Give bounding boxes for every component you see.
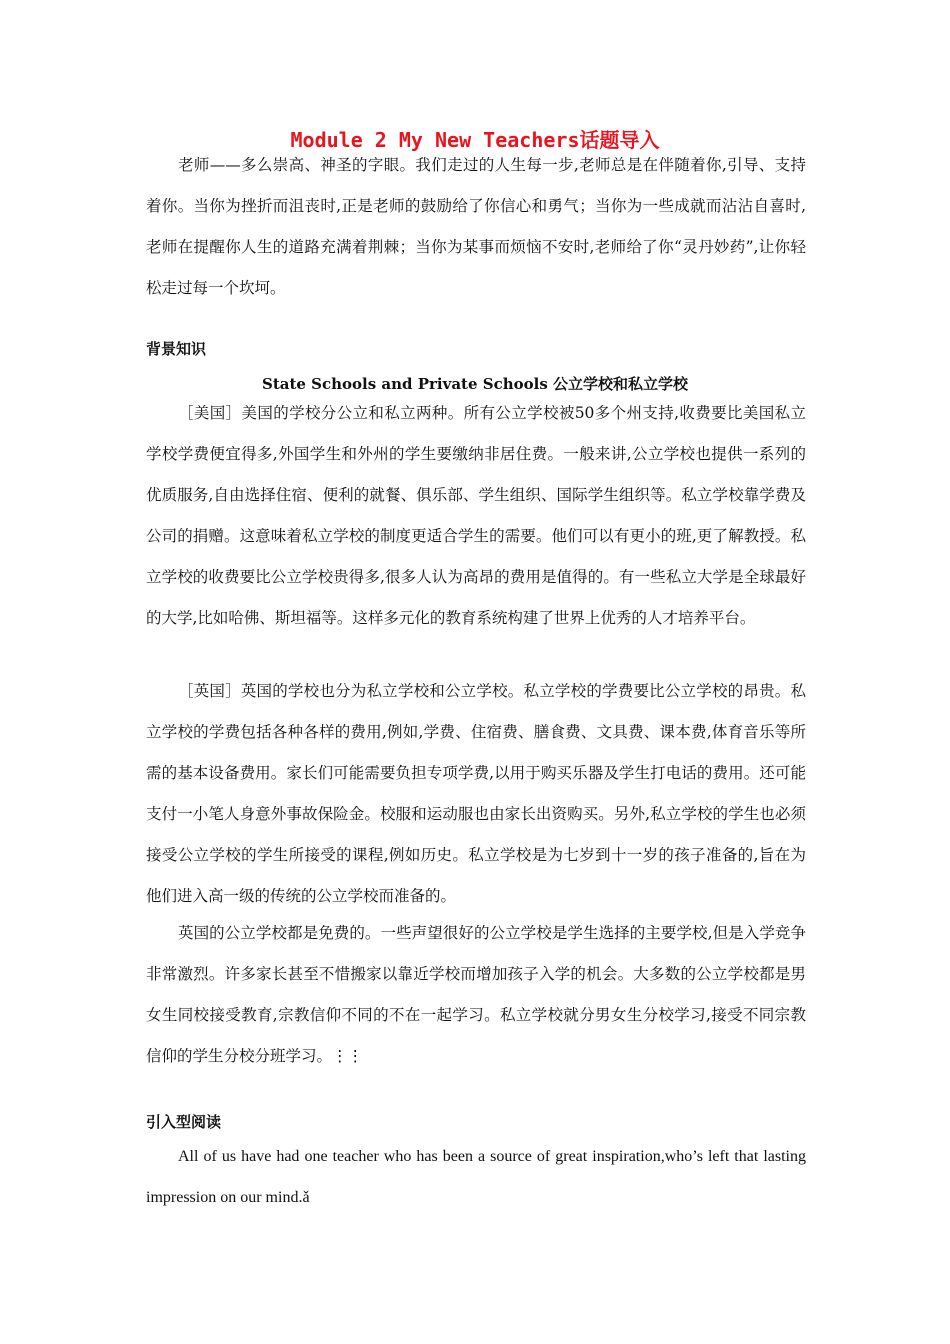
paragraph-uk-public: 英国的公立学校都是免费的。一些声望很好的公立学校是学生选择的主要学校,但是入学竞争非常激烈。许多家长甚至不惜搬家以靠近学校而增加孩子入学的机会。大多数的公立学校都是男女生同校接受教育,宗教信仰不同的不在一起学习。私立学校就分男女生分校学习,接受不同宗教信仰的学生分校分班学习。⋮⋮: [146, 924, 806, 1065]
paragraph-us: ［美国］美国的学校分公立和私立两种。所有公立学校被50多个州支持,收费要比美国私立学校学费便宜得多,外国学生和外州的学生要缴纳非居住费。一般来讲,公立学校也提供一系列的优质服务,自由选择住宿、便利的就餐、俱乐部、学生组织、国际学生组织等。私立学校靠学费及公司的捐赠。这意味着私立学校的制度更适合学生的需要。他们可以有更小的班,更了解教授。私立学校的收费要比公立学校贵得多,很多人认为高昂的费用是值得的。有一些私立大学是全球最好的大学,比如哈佛、斯坦福等。这样多元化的教育系统构建了世界上优秀的人才培养平台。: [146, 404, 806, 627]
subtitle: State Schools and Private Schools 公立学校和私立学校: [261, 375, 688, 393]
paragraph-uk: ［英国］英国的学校也分为私立学校和公立学校。私立学校的学费要比公立学校的昂贵。私立学校的学费包括各种各样的费用,例如,学费、住宿费、膳食费、文具费、课本费,体育音乐等所需的基本设备费用。家长们可能需要负担专项学费,以用于购买乐器及学生打电话的费用。还可能支付一小笔人身意外事故保险金。校服和运动服也由家长出资购买。另外,私立学校的学生也必须接受公立学校的学生所接受的课程,例如历史。私立学校是为七岁到十一岁的孩子准备的,旨在为他们进入高一级的传统的公立学校而准备的。: [146, 682, 806, 905]
page-title: Module 2 My New Teachers话题导入: [290, 128, 660, 152]
english-paragraph: All of us have had one teacher who has been a source of great inspiration,who’s left that lasting impression on our mind.ǎ: [146, 1148, 806, 1206]
section-heading-background: 背景知识: [146, 340, 207, 358]
section-heading-reading: 引入型阅读: [146, 1113, 222, 1131]
intro-paragraph: 老师——多么崇高、神圣的字眼。我们走过的人生每一步,老师总是在伴随着你,引导、支持着你。当你为挫折而沮丧时,正是老师的鼓励给了你信心和勇气；当你为一些成就而沾沾自喜时,老师在提醒你人生的道路充满着荆棘；当你为某事而烦恼不安时,老师给了你“灵丹妙药”,让你轻松走过每一个坎坷。: [146, 156, 806, 297]
